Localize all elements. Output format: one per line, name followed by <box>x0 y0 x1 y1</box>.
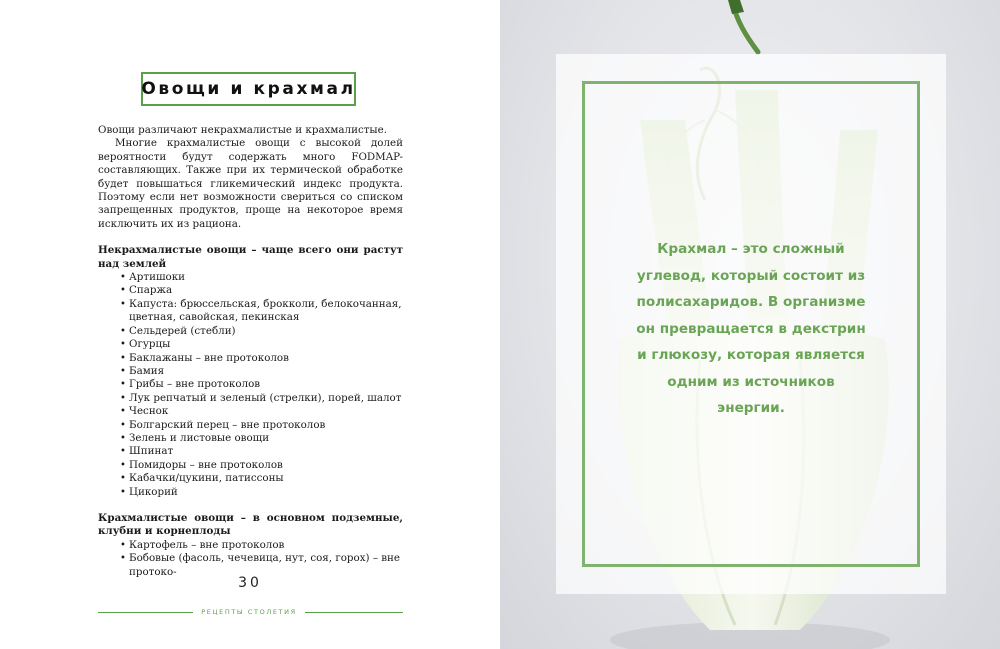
intro-paragraph: Овощи различают некрахмалистые и крахмалистые. <box>98 124 387 136</box>
quote-line: одним из источников <box>667 373 835 390</box>
list-item: • Капуста: брюссельская, брокколи, белокочанная, цветная, савойская, пекинская <box>129 298 403 325</box>
page-number: 30 <box>238 575 262 591</box>
list-item: • Бобовые (фасоль, чечевица, нут, соя, горох) – вне протоко- <box>129 552 403 579</box>
list-item: • Лук репчатый и зеленый (стрелки), порей, шалот <box>129 392 403 405</box>
list-item: • Грибы – вне протоколов <box>129 378 403 391</box>
chapter-title: Овощи и крахмал <box>141 79 356 99</box>
main-paragraph: Многие крахмалистые овощи с высокой долей вероятности будут содержать много FODMAP-составляющих. Также при их термической обработке будет повышаться гликемический индекс продукта. Поэтому если нет возможности свериться со списком запрещенных продуктов, проще на некоторое время исключить их из рациона. <box>98 137 403 230</box>
list-item: • Шпинат <box>129 445 403 458</box>
quote-line: и глюкозу, которая является <box>637 347 865 363</box>
quote-line: углевод, который состоит из <box>636 267 866 284</box>
quote-line: Крахмал – это сложный <box>657 241 845 257</box>
starch-quote <box>582 236 920 422</box>
list-item: • Сельдерей (стебли) <box>129 325 403 338</box>
list-item: • Спаржа <box>129 284 403 297</box>
list-item: • Зелень и листовые овощи <box>129 432 403 445</box>
list-item: • Картофель – вне протоколов <box>129 539 403 552</box>
starchy-list <box>98 539 403 579</box>
list-item: • Помидоры – вне протоколов <box>129 459 403 472</box>
list-item: • Бамия <box>129 365 403 378</box>
chapter-title-box <box>141 72 356 106</box>
list-item: • Огурцы <box>129 338 403 351</box>
footer-rule-left <box>98 612 193 613</box>
list-item: • Баклажаны – вне протоколов <box>129 352 403 365</box>
quote-line: полисахаридов. В организме <box>636 294 866 310</box>
list-item: • Чеснок <box>129 405 403 418</box>
list-item: • Кабачки/цукини, патиссоны <box>129 472 403 485</box>
non-starchy-list <box>98 271 403 499</box>
list-item: • Артишоки <box>129 271 403 284</box>
quote-line: энергии. <box>717 400 785 416</box>
right-page <box>500 0 1000 649</box>
list-item: • Цикорий <box>129 486 403 499</box>
starchy-heading: Крахмалистые овощи – в основном подземные, клубни и корнеплоды <box>98 511 403 538</box>
quote-line: он превращается в декстрин <box>636 320 866 337</box>
footer-rule-right <box>305 612 403 613</box>
running-footer: РЕЦЕПТЫ СТОЛЕТИЯ <box>201 608 297 616</box>
non-starchy-heading: Некрахмалистые овощи – чаще всего они растут над землей <box>98 244 403 270</box>
list-item: • Болгарский перец – вне протоколов <box>129 419 403 432</box>
body-text <box>98 124 403 579</box>
